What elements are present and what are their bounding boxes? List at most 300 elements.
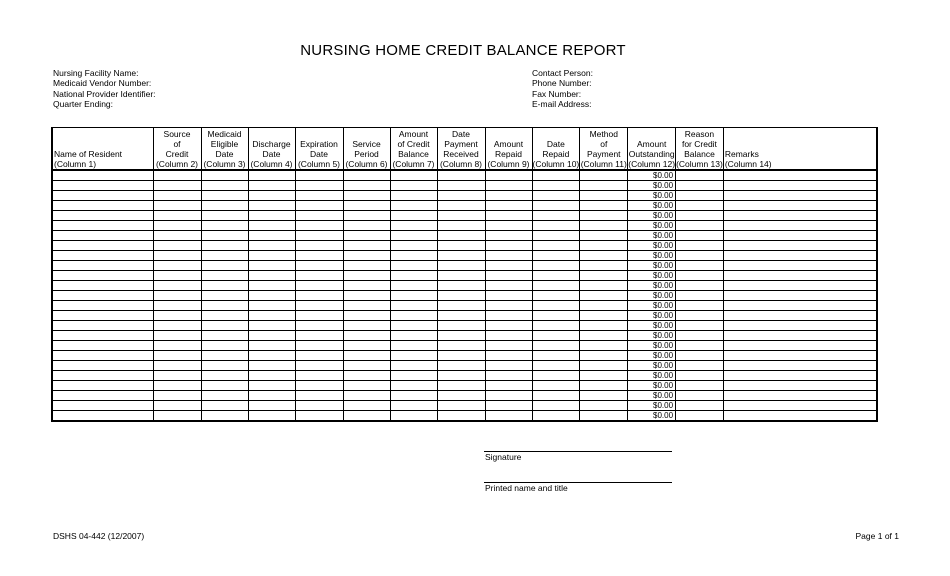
table-cell[interactable]	[201, 170, 248, 181]
table-cell[interactable]	[390, 301, 437, 311]
table-cell[interactable]	[437, 361, 485, 371]
table-cell[interactable]	[201, 291, 248, 301]
table-cell[interactable]	[343, 321, 390, 331]
table-cell[interactable]	[485, 371, 532, 381]
table-cell[interactable]	[676, 371, 724, 381]
table-cell[interactable]	[580, 411, 628, 422]
table-cell[interactable]	[343, 181, 390, 191]
table-cell[interactable]	[153, 181, 201, 191]
table-cell[interactable]	[248, 341, 295, 351]
table-cell[interactable]	[676, 331, 724, 341]
table-cell[interactable]	[580, 231, 628, 241]
table-cell[interactable]	[295, 311, 343, 321]
table-cell[interactable]	[201, 371, 248, 381]
table-cell[interactable]	[153, 351, 201, 361]
table-cell[interactable]	[248, 241, 295, 251]
table-cell[interactable]	[295, 331, 343, 341]
table-cell[interactable]	[485, 351, 532, 361]
table-cell[interactable]	[437, 271, 485, 281]
table-cell[interactable]	[437, 321, 485, 331]
table-cell[interactable]	[201, 351, 248, 361]
table-cell[interactable]	[52, 241, 153, 251]
table-cell[interactable]	[437, 261, 485, 271]
table-cell[interactable]	[723, 170, 877, 181]
table-cell[interactable]	[485, 321, 532, 331]
table-cell[interactable]	[580, 251, 628, 261]
table-cell[interactable]	[723, 411, 877, 422]
table-cell[interactable]	[201, 361, 248, 371]
table-cell[interactable]	[153, 321, 201, 331]
table-cell[interactable]	[676, 221, 724, 231]
table-cell[interactable]	[676, 281, 724, 291]
table-cell[interactable]	[437, 391, 485, 401]
table-cell[interactable]	[248, 331, 295, 341]
table-cell[interactable]	[390, 271, 437, 281]
table-cell[interactable]	[343, 401, 390, 411]
table-cell[interactable]	[343, 331, 390, 341]
table-cell[interactable]	[532, 411, 580, 422]
table-cell[interactable]	[532, 391, 580, 401]
table-cell[interactable]	[343, 261, 390, 271]
table-cell[interactable]	[52, 331, 153, 341]
table-cell[interactable]	[153, 241, 201, 251]
table-cell[interactable]	[532, 271, 580, 281]
table-cell[interactable]	[437, 301, 485, 311]
table-cell[interactable]	[723, 201, 877, 211]
table-cell[interactable]	[485, 181, 532, 191]
table-cell[interactable]	[295, 401, 343, 411]
table-cell[interactable]	[390, 221, 437, 231]
table-cell[interactable]	[580, 221, 628, 231]
table-cell[interactable]	[295, 251, 343, 261]
table-cell[interactable]	[153, 281, 201, 291]
table-cell[interactable]	[723, 271, 877, 281]
table-cell[interactable]	[676, 341, 724, 351]
table-cell[interactable]	[437, 201, 485, 211]
table-cell[interactable]	[343, 371, 390, 381]
table-cell[interactable]	[52, 231, 153, 241]
table-cell[interactable]	[580, 170, 628, 181]
table-cell[interactable]	[676, 181, 724, 191]
table-cell[interactable]	[485, 301, 532, 311]
table-cell[interactable]	[676, 381, 724, 391]
table-cell[interactable]	[676, 351, 724, 361]
table-cell[interactable]	[390, 361, 437, 371]
table-cell[interactable]	[532, 321, 580, 331]
table-cell[interactable]	[532, 311, 580, 321]
table-cell[interactable]	[437, 251, 485, 261]
table-cell[interactable]	[295, 181, 343, 191]
table-cell[interactable]	[723, 221, 877, 231]
table-cell[interactable]	[295, 281, 343, 291]
table-cell[interactable]	[580, 331, 628, 341]
table-cell[interactable]	[485, 331, 532, 341]
table-cell[interactable]	[532, 351, 580, 361]
table-cell[interactable]	[485, 361, 532, 371]
table-cell[interactable]	[52, 221, 153, 231]
table-cell[interactable]	[343, 361, 390, 371]
table-cell[interactable]	[485, 341, 532, 351]
table-cell[interactable]	[532, 241, 580, 251]
table-cell[interactable]	[437, 170, 485, 181]
table-cell[interactable]	[723, 231, 877, 241]
table-cell[interactable]	[485, 391, 532, 401]
table-cell[interactable]	[437, 381, 485, 391]
table-cell[interactable]	[390, 381, 437, 391]
table-cell[interactable]	[201, 271, 248, 281]
table-cell[interactable]	[676, 271, 724, 281]
table-cell[interactable]	[390, 241, 437, 251]
table-cell[interactable]	[248, 391, 295, 401]
table-cell[interactable]	[248, 170, 295, 181]
table-cell[interactable]	[580, 301, 628, 311]
table-cell[interactable]	[437, 341, 485, 351]
table-cell[interactable]	[153, 371, 201, 381]
table-cell[interactable]	[248, 361, 295, 371]
table-cell[interactable]	[390, 211, 437, 221]
table-cell[interactable]	[437, 331, 485, 341]
table-cell[interactable]	[723, 341, 877, 351]
table-cell[interactable]	[437, 281, 485, 291]
table-cell[interactable]	[248, 291, 295, 301]
table-cell[interactable]	[153, 331, 201, 341]
table-cell[interactable]	[676, 191, 724, 201]
table-cell[interactable]	[248, 211, 295, 221]
table-cell[interactable]	[580, 261, 628, 271]
table-cell[interactable]	[201, 261, 248, 271]
table-cell[interactable]	[295, 381, 343, 391]
table-cell[interactable]	[437, 181, 485, 191]
table-cell[interactable]	[248, 321, 295, 331]
table-cell[interactable]	[295, 201, 343, 211]
table-cell[interactable]	[52, 371, 153, 381]
table-cell[interactable]	[52, 401, 153, 411]
table-cell[interactable]	[390, 371, 437, 381]
table-cell[interactable]	[343, 241, 390, 251]
table-cell[interactable]	[153, 191, 201, 201]
table-cell[interactable]	[485, 311, 532, 321]
table-cell[interactable]	[676, 170, 724, 181]
table-cell[interactable]	[343, 351, 390, 361]
table-cell[interactable]	[676, 311, 724, 321]
table-cell[interactable]	[248, 301, 295, 311]
table-cell[interactable]	[390, 321, 437, 331]
table-cell[interactable]	[485, 231, 532, 241]
table-cell[interactable]	[153, 201, 201, 211]
table-cell[interactable]	[437, 211, 485, 221]
table-cell[interactable]	[248, 371, 295, 381]
table-cell[interactable]	[52, 291, 153, 301]
table-cell[interactable]	[580, 191, 628, 201]
table-cell[interactable]	[153, 341, 201, 351]
table-cell[interactable]	[248, 401, 295, 411]
table-cell[interactable]	[485, 211, 532, 221]
table-cell[interactable]	[248, 271, 295, 281]
table-cell[interactable]	[153, 211, 201, 221]
table-cell[interactable]	[153, 291, 201, 301]
table-cell[interactable]	[153, 251, 201, 261]
table-cell[interactable]	[532, 401, 580, 411]
table-cell[interactable]	[248, 201, 295, 211]
table-cell[interactable]	[532, 291, 580, 301]
table-cell[interactable]	[201, 181, 248, 191]
table-cell[interactable]	[201, 411, 248, 422]
table-cell[interactable]	[580, 381, 628, 391]
table-cell[interactable]	[343, 391, 390, 401]
table-cell[interactable]	[295, 291, 343, 301]
table-cell[interactable]	[580, 271, 628, 281]
table-cell[interactable]	[437, 351, 485, 361]
table-cell[interactable]	[52, 361, 153, 371]
table-cell[interactable]	[580, 361, 628, 371]
table-cell[interactable]	[437, 191, 485, 201]
table-cell[interactable]	[580, 371, 628, 381]
table-cell[interactable]	[437, 411, 485, 422]
table-cell[interactable]	[343, 281, 390, 291]
table-cell[interactable]	[153, 261, 201, 271]
table-cell[interactable]	[676, 361, 724, 371]
table-cell[interactable]	[390, 191, 437, 201]
table-cell[interactable]	[723, 281, 877, 291]
table-cell[interactable]	[580, 201, 628, 211]
table-cell[interactable]	[723, 241, 877, 251]
table-cell[interactable]	[437, 221, 485, 231]
table-cell[interactable]	[295, 241, 343, 251]
table-cell[interactable]	[201, 211, 248, 221]
table-cell[interactable]	[343, 411, 390, 422]
table-cell[interactable]	[723, 311, 877, 321]
table-cell[interactable]	[580, 351, 628, 361]
table-cell[interactable]	[153, 221, 201, 231]
table-cell[interactable]	[532, 251, 580, 261]
table-cell[interactable]	[580, 291, 628, 301]
table-cell[interactable]	[248, 231, 295, 241]
table-cell[interactable]	[485, 201, 532, 211]
table-cell[interactable]	[485, 221, 532, 231]
table-cell[interactable]	[532, 221, 580, 231]
table-cell[interactable]	[295, 231, 343, 241]
table-cell[interactable]	[201, 301, 248, 311]
table-cell[interactable]	[390, 261, 437, 271]
table-cell[interactable]	[390, 281, 437, 291]
table-cell[interactable]	[485, 271, 532, 281]
table-cell[interactable]	[723, 401, 877, 411]
table-cell[interactable]	[532, 341, 580, 351]
table-cell[interactable]	[390, 351, 437, 361]
table-cell[interactable]	[532, 371, 580, 381]
table-cell[interactable]	[723, 211, 877, 221]
table-cell[interactable]	[343, 291, 390, 301]
table-cell[interactable]	[295, 391, 343, 401]
table-cell[interactable]	[248, 281, 295, 291]
table-cell[interactable]	[390, 170, 437, 181]
table-cell[interactable]	[723, 261, 877, 271]
table-cell[interactable]	[532, 361, 580, 371]
table-cell[interactable]	[390, 181, 437, 191]
table-cell[interactable]	[723, 351, 877, 361]
table-cell[interactable]	[52, 271, 153, 281]
table-cell[interactable]	[532, 170, 580, 181]
table-cell[interactable]	[532, 261, 580, 271]
table-cell[interactable]	[201, 311, 248, 321]
table-cell[interactable]	[676, 401, 724, 411]
table-cell[interactable]	[580, 281, 628, 291]
table-cell[interactable]	[153, 311, 201, 321]
table-cell[interactable]	[248, 311, 295, 321]
table-cell[interactable]	[723, 251, 877, 261]
table-cell[interactable]	[676, 251, 724, 261]
table-cell[interactable]	[723, 381, 877, 391]
table-cell[interactable]	[723, 181, 877, 191]
table-cell[interactable]	[580, 241, 628, 251]
table-cell[interactable]	[676, 261, 724, 271]
table-cell[interactable]	[343, 301, 390, 311]
table-cell[interactable]	[52, 391, 153, 401]
table-cell[interactable]	[485, 381, 532, 391]
table-cell[interactable]	[248, 351, 295, 361]
table-cell[interactable]	[52, 351, 153, 361]
table-cell[interactable]	[580, 401, 628, 411]
table-cell[interactable]	[248, 181, 295, 191]
table-cell[interactable]	[201, 341, 248, 351]
table-cell[interactable]	[676, 391, 724, 401]
table-cell[interactable]	[485, 291, 532, 301]
table-cell[interactable]	[580, 311, 628, 321]
table-cell[interactable]	[295, 341, 343, 351]
table-cell[interactable]	[248, 221, 295, 231]
table-cell[interactable]	[295, 411, 343, 422]
table-cell[interactable]	[343, 381, 390, 391]
table-cell[interactable]	[52, 181, 153, 191]
table-cell[interactable]	[437, 231, 485, 241]
table-cell[interactable]	[532, 231, 580, 241]
table-cell[interactable]	[532, 211, 580, 221]
table-cell[interactable]	[52, 281, 153, 291]
table-cell[interactable]	[580, 341, 628, 351]
table-cell[interactable]	[343, 311, 390, 321]
table-cell[interactable]	[485, 191, 532, 201]
table-cell[interactable]	[153, 301, 201, 311]
table-cell[interactable]	[343, 231, 390, 241]
table-cell[interactable]	[390, 201, 437, 211]
table-cell[interactable]	[201, 381, 248, 391]
table-cell[interactable]	[343, 221, 390, 231]
table-cell[interactable]	[201, 281, 248, 291]
table-cell[interactable]	[723, 321, 877, 331]
table-cell[interactable]	[485, 251, 532, 261]
table-cell[interactable]	[52, 191, 153, 201]
table-cell[interactable]	[248, 191, 295, 201]
table-cell[interactable]	[723, 361, 877, 371]
table-cell[interactable]	[343, 170, 390, 181]
table-cell[interactable]	[201, 401, 248, 411]
table-cell[interactable]	[723, 301, 877, 311]
table-cell[interactable]	[295, 301, 343, 311]
table-cell[interactable]	[52, 211, 153, 221]
table-cell[interactable]	[485, 170, 532, 181]
table-cell[interactable]	[343, 201, 390, 211]
table-cell[interactable]	[295, 371, 343, 381]
table-cell[interactable]	[532, 281, 580, 291]
table-cell[interactable]	[153, 401, 201, 411]
table-cell[interactable]	[153, 391, 201, 401]
table-cell[interactable]	[153, 361, 201, 371]
table-cell[interactable]	[676, 231, 724, 241]
table-cell[interactable]	[295, 170, 343, 181]
table-cell[interactable]	[437, 241, 485, 251]
table-cell[interactable]	[52, 381, 153, 391]
table-cell[interactable]	[485, 401, 532, 411]
table-cell[interactable]	[201, 331, 248, 341]
table-cell[interactable]	[201, 221, 248, 231]
table-cell[interactable]	[390, 401, 437, 411]
table-cell[interactable]	[343, 251, 390, 261]
table-cell[interactable]	[723, 371, 877, 381]
table-cell[interactable]	[390, 311, 437, 321]
table-cell[interactable]	[248, 411, 295, 422]
table-cell[interactable]	[201, 231, 248, 241]
table-cell[interactable]	[153, 381, 201, 391]
table-cell[interactable]	[52, 251, 153, 261]
table-cell[interactable]	[437, 311, 485, 321]
table-cell[interactable]	[532, 301, 580, 311]
table-cell[interactable]	[52, 301, 153, 311]
table-cell[interactable]	[295, 361, 343, 371]
table-cell[interactable]	[676, 411, 724, 422]
table-cell[interactable]	[390, 231, 437, 241]
table-cell[interactable]	[532, 191, 580, 201]
table-cell[interactable]	[390, 251, 437, 261]
table-cell[interactable]	[532, 381, 580, 391]
table-cell[interactable]	[390, 341, 437, 351]
table-cell[interactable]	[52, 341, 153, 351]
table-cell[interactable]	[532, 331, 580, 341]
table-cell[interactable]	[52, 311, 153, 321]
table-cell[interactable]	[676, 211, 724, 221]
table-cell[interactable]	[437, 371, 485, 381]
table-cell[interactable]	[201, 241, 248, 251]
table-cell[interactable]	[437, 291, 485, 301]
table-cell[interactable]	[580, 211, 628, 221]
table-cell[interactable]	[201, 191, 248, 201]
table-cell[interactable]	[295, 271, 343, 281]
table-cell[interactable]	[723, 391, 877, 401]
table-cell[interactable]	[343, 191, 390, 201]
table-cell[interactable]	[52, 201, 153, 211]
table-cell[interactable]	[532, 201, 580, 211]
table-cell[interactable]	[52, 411, 153, 422]
table-cell[interactable]	[676, 321, 724, 331]
table-cell[interactable]	[201, 391, 248, 401]
table-cell[interactable]	[295, 261, 343, 271]
table-cell[interactable]	[295, 211, 343, 221]
table-cell[interactable]	[343, 271, 390, 281]
table-cell[interactable]	[343, 341, 390, 351]
table-cell[interactable]	[580, 181, 628, 191]
table-cell[interactable]	[248, 251, 295, 261]
table-cell[interactable]	[248, 381, 295, 391]
table-cell[interactable]	[437, 401, 485, 411]
table-cell[interactable]	[390, 331, 437, 341]
table-cell[interactable]	[295, 191, 343, 201]
table-cell[interactable]	[390, 391, 437, 401]
table-cell[interactable]	[723, 331, 877, 341]
table-cell[interactable]	[295, 351, 343, 361]
table-cell[interactable]	[52, 321, 153, 331]
table-cell[interactable]	[295, 321, 343, 331]
table-cell[interactable]	[485, 411, 532, 422]
table-cell[interactable]	[153, 271, 201, 281]
